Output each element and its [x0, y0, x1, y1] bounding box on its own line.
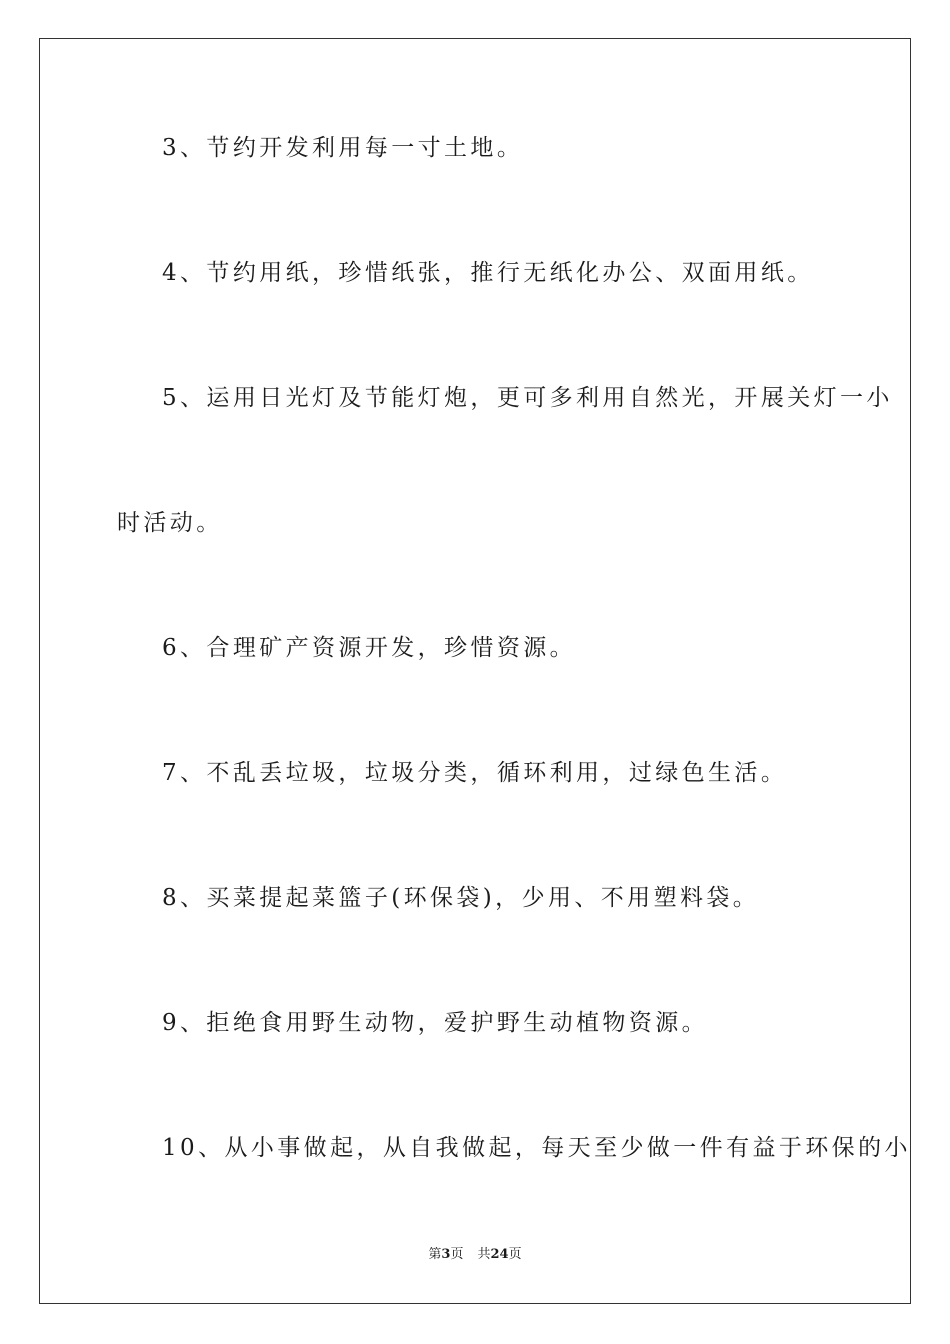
paragraph-item-3: 3、节约开发利用每一寸土地。	[162, 135, 524, 161]
paragraph-item-9: 9、拒绝食用野生动物，爱护野生动植物资源。	[162, 1010, 709, 1036]
page-prefix: 第	[428, 1247, 442, 1262]
page-border	[39, 38, 911, 1304]
paragraph-item-5-continuation: 时活动。	[117, 510, 223, 536]
current-page-number: 3	[441, 1247, 451, 1262]
total-page-count: 24	[490, 1247, 509, 1262]
paragraph-item-10: 10、从小事做起，从自我做起，每天至少做一件有益于环保的小	[162, 1135, 911, 1161]
total-prefix: 共	[477, 1247, 491, 1262]
paragraph-item-8: 8、买菜提起菜篮子(环保袋)，少用、不用塑料袋。	[162, 885, 760, 911]
paragraph-item-4: 4、节约用纸，珍惜纸张，推行无纸化办公、双面用纸。	[162, 260, 814, 286]
total-suffix: 页	[508, 1247, 522, 1262]
paragraph-item-6: 6、合理矿产资源开发，珍惜资源。	[162, 635, 577, 661]
page-suffix: 页	[450, 1247, 464, 1262]
page-footer	[0, 1246, 950, 1264]
paragraph-item-7: 7、不乱丢垃圾，垃圾分类，循环利用，过绿色生活。	[162, 760, 788, 786]
paragraph-item-5: 5、运用日光灯及节能灯炮，更可多利用自然光，开展关灯一小	[162, 385, 893, 411]
